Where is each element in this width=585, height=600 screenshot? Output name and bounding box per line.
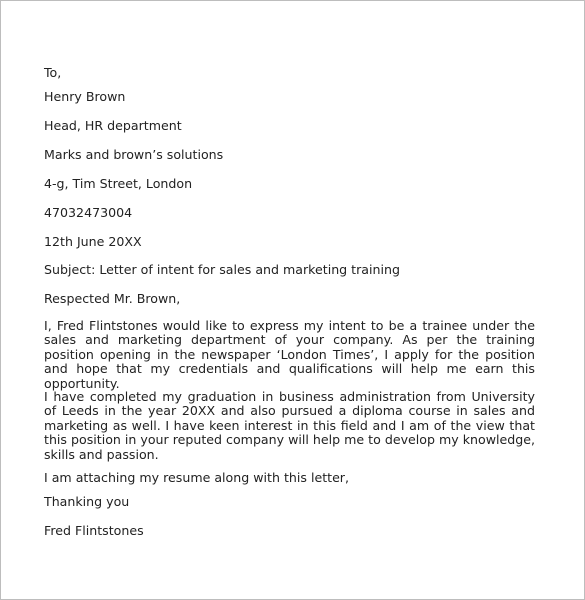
recipient-name: Henry Brown xyxy=(44,89,126,104)
to-label: To, xyxy=(44,65,62,80)
subject-line: Subject: Letter of intent for sales and marketing training xyxy=(44,262,400,277)
paragraph-intent: I, Fred Flintstones would like to express my intent to be a trainee under the sales and marketing department of your company. As per the training position opening in the newspaper ‘London Times’, I apply for the position and hope that my credentials and qualifications will help me earn this opportunity. xyxy=(44,318,535,391)
attachment-note: I am attaching my resume along with this letter, xyxy=(44,470,349,485)
phone-number: 47032473004 xyxy=(44,205,133,220)
company-name: Marks and brown’s solutions xyxy=(44,147,224,162)
closing: Thanking you xyxy=(44,494,130,509)
letter-date: 12th June 20XX xyxy=(44,234,142,249)
paragraph-qualifications: I have completed my graduation in business administration from University of Leeds in the year 20XX and also pursued a diploma course in sales and marketing as well. I have keen interest in this field and I am of the view that this position in your reputed company will help me to develop my knowledge, skills and passion. xyxy=(44,389,535,462)
address: 4-g, Tim Street, London xyxy=(44,176,193,191)
signature-name: Fred Flintstones xyxy=(44,523,144,538)
greeting: Respected Mr. Brown, xyxy=(44,291,181,306)
recipient-title: Head, HR department xyxy=(44,118,182,133)
